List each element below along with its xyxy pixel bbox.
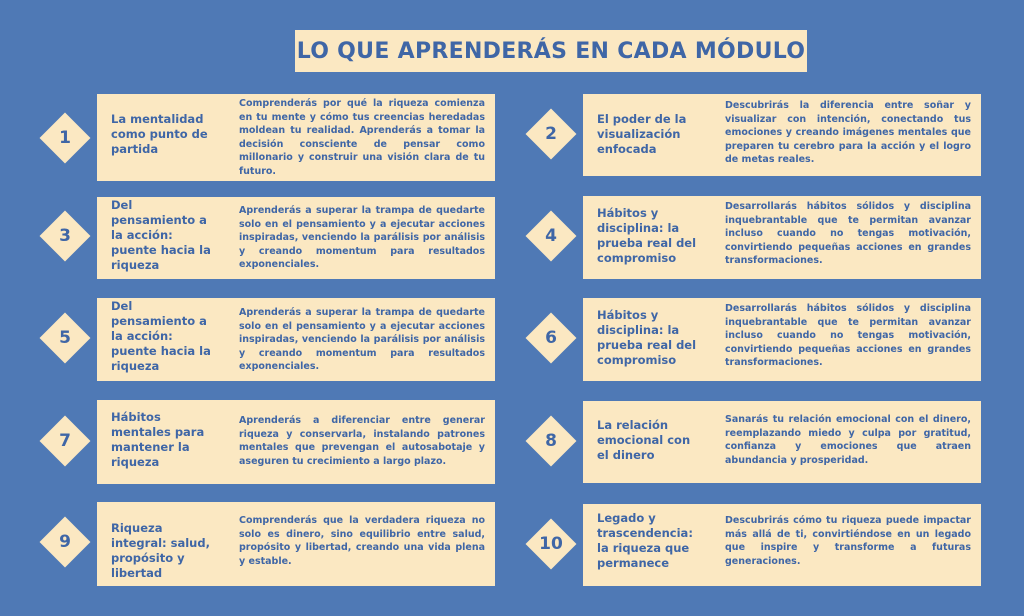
module-7-number: 7 bbox=[59, 431, 71, 451]
module-6-number: 6 bbox=[545, 328, 557, 348]
page-title-banner bbox=[295, 30, 807, 72]
module-5-name: Del pensamiento a la acción: puente hacia la riqueza bbox=[111, 299, 211, 373]
module-6-description: Desarrollarás hábitos sólidos y disciplina inquebrantable que te permitan avanzar incluso cuando no tengas motivación, convirtiendo pequeñas acciones en grandes transformaciones. bbox=[725, 303, 971, 368]
module-10-name: Legado y trascendencia: la riqueza que permanece bbox=[597, 511, 693, 570]
module-10-description: Descubrirás cómo tu riqueza puede impactar más allá de ti, convirtiéndose en un legado que inspire y transforme a futuras generaciones. bbox=[725, 515, 971, 567]
module-2-description: Descubrirás la diferencia entre soñar y visualizar con intención, conectando tus emociones y creando imágenes mentales que preparen tu cerebro para la acción y el logro de metas reales. bbox=[725, 100, 971, 165]
module-card-4 bbox=[583, 196, 981, 279]
module-2-number: 2 bbox=[545, 124, 557, 144]
module-card-9 bbox=[97, 502, 495, 586]
module-6-name: Hábitos y disciplina: la prueba real del compromiso bbox=[597, 308, 697, 367]
module-8-number: 8 bbox=[545, 431, 557, 451]
module-10-number: 10 bbox=[539, 534, 563, 554]
module-7-name: Hábitos mentales para mantener la riqueza bbox=[111, 410, 205, 469]
module-9-number: 9 bbox=[59, 532, 71, 552]
page-title: LO QUE APRENDERÁS EN CADA MÓDULO bbox=[296, 38, 806, 64]
module-4-number: 4 bbox=[545, 226, 557, 246]
module-1-name: La mentalidad como punto de partida bbox=[111, 112, 208, 156]
module-5-number: 5 bbox=[59, 328, 71, 348]
module-card-1 bbox=[97, 94, 495, 181]
module-9-name: Riqueza integral: salud, propósito y libertad bbox=[111, 521, 210, 580]
module-card-3 bbox=[97, 197, 495, 279]
module-3-description: Aprenderás a superar la trampa de quedarte solo en el pensamiento y a ejecutar acciones inspiradas, venciendo la parálisis por análisis y creando momentum para resultados exponenciales. bbox=[239, 205, 485, 270]
module-card-2 bbox=[583, 94, 981, 176]
module-5-description: Aprenderás a superar la trampa de quedarte solo en el pensamiento y a ejecutar acciones inspiradas, venciendo la parálisis por análisis y creando momentum para resultados exponenciales. bbox=[239, 307, 485, 372]
module-7-description: Aprenderás a diferenciar entre generar riqueza y conservarla, instalando patrones mentales que prevengan el autosabotaje y aseguren tu crecimiento a largo plazo. bbox=[239, 415, 485, 467]
module-9-description: Comprenderás que la verdadera riqueza no solo es dinero, sino equilibrio entre salud, propósito y libertad, creando una vida plena y estable. bbox=[239, 515, 485, 567]
module-8-description: Sanarás tu relación emocional con el dinero, reemplazando miedo y culpa por gratitud, confianza y emociones que atraen abundancia y prosperidad. bbox=[725, 414, 971, 466]
module-2-name: El poder de la visualización enfocada bbox=[597, 112, 687, 156]
module-4-name: Hábitos y disciplina: la prueba real del compromiso bbox=[597, 206, 697, 265]
module-card-5 bbox=[97, 298, 495, 381]
module-1-description: Comprenderás por qué la riqueza comienza en tu mente y cómo tus creencias heredadas moldean tu realidad. Aprenderás a tomar la decisión consciente de pensar como millonario y construir una visión clara de tu futuro. bbox=[239, 98, 485, 177]
module-card-10 bbox=[583, 504, 981, 586]
module-card-8 bbox=[583, 401, 981, 483]
module-1-number: 1 bbox=[59, 128, 71, 148]
module-4-description: Desarrollarás hábitos sólidos y disciplina inquebrantable que te permitan avanzar incluso cuando no tengas motivación, convirtiendo pequeñas acciones en grandes transformaciones. bbox=[725, 201, 971, 266]
module-card-6 bbox=[583, 298, 981, 381]
module-card-7 bbox=[97, 400, 495, 484]
module-3-name: Del pensamiento a la acción: puente hacia la riqueza bbox=[111, 198, 211, 272]
module-3-number: 3 bbox=[59, 226, 71, 246]
module-8-name: La relación emocional con el dinero bbox=[597, 418, 691, 462]
